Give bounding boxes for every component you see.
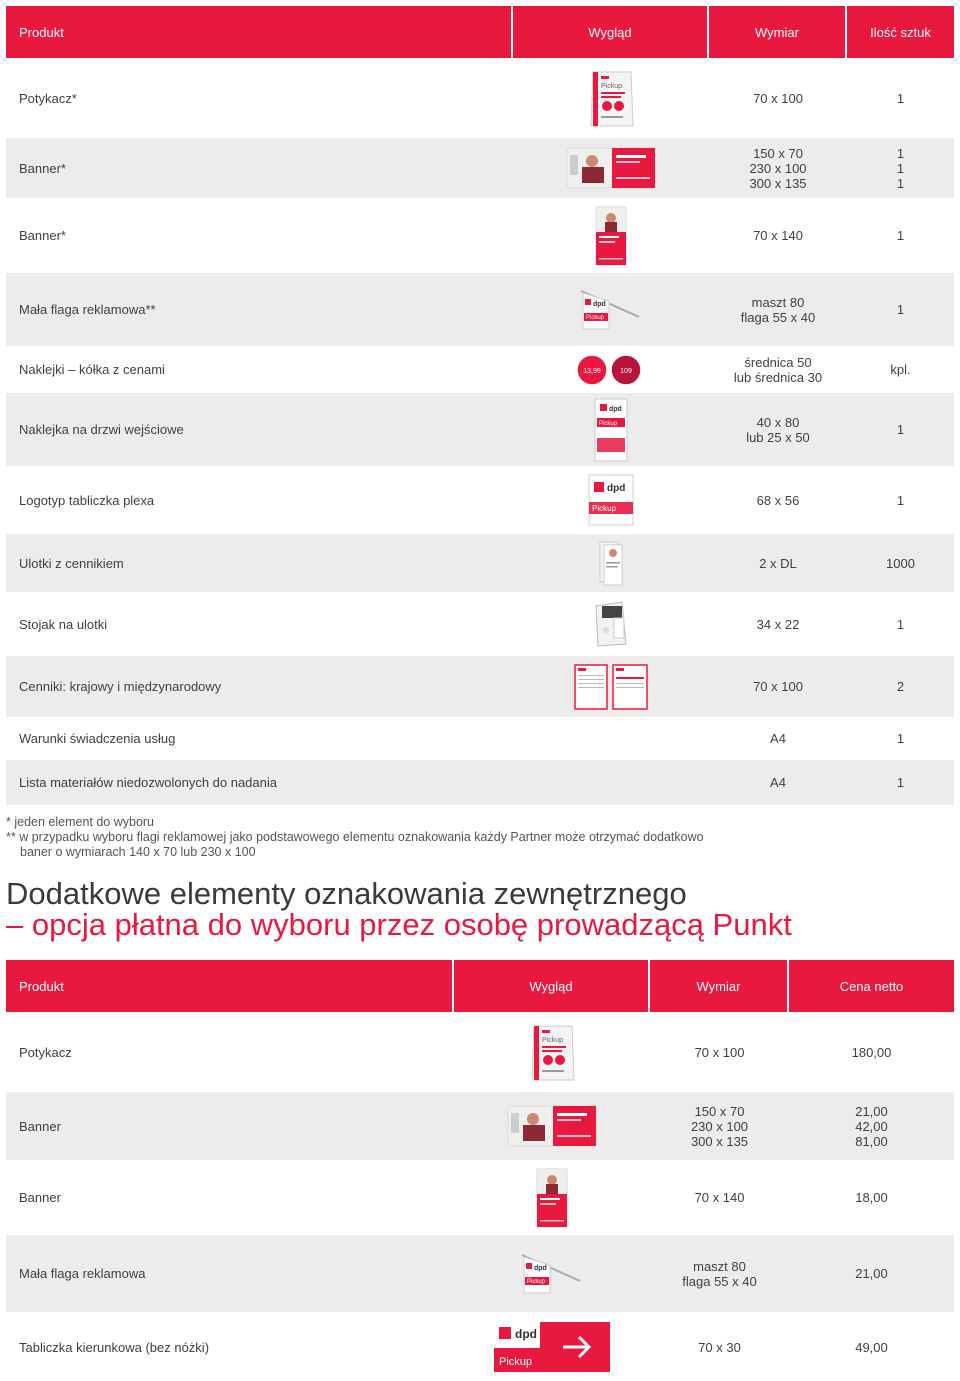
product-name: Banner* (19, 160, 66, 176)
quantity (847, 228, 954, 243)
net-price (789, 1104, 954, 1149)
dimension-line: średnica 50 (744, 354, 812, 370)
heading-line-2: – opcja płatna do wyboru przez osobę prowadzącą Punkt (6, 907, 792, 942)
materials-table (6, 6, 954, 805)
product-name: Ulotki z cennikiem (19, 555, 124, 571)
footnote-2: ** w przypadku wyboru flagi reklamowej jako podstawowego elementu oznakowania każdy Partner może otrzymać dodatkowo (6, 830, 704, 844)
product-name: Tabliczka kierunkowa (bez nóżki) (19, 1339, 210, 1355)
product-thumbnail (454, 1321, 650, 1373)
quantity-line: 1 (896, 175, 905, 191)
table-row (6, 1160, 954, 1235)
product-name: Banner* (19, 228, 66, 243)
dimension (709, 91, 847, 106)
dimension (709, 146, 847, 191)
product-thumbnail (513, 206, 709, 266)
product-name: Mała flaga reklamowa (19, 1266, 146, 1281)
product-thumbnail (513, 600, 709, 648)
footnote-1: * jeden element do wyboru (6, 815, 155, 829)
quantity (847, 617, 954, 632)
product-name: Naklejki – kółka z cenami (19, 362, 165, 377)
header-dimension: Wymiar (650, 960, 789, 1012)
dimension-line: 68 x 56 (756, 492, 800, 508)
paid-materials-table (6, 960, 954, 1381)
product-name: Stojak na ulotki (19, 616, 108, 632)
net-price (789, 1266, 954, 1281)
product-thumbnail (454, 1251, 650, 1297)
dimension-line: 70 x 140 (694, 1190, 745, 1205)
product-thumbnail (454, 1168, 650, 1228)
dimension (650, 1340, 789, 1355)
footnote-2-cont: baner o wymiarach 140 x 70 lub 230 x 100 (20, 845, 256, 859)
product-name: Potykacz (19, 1044, 72, 1060)
table-row (6, 1092, 954, 1160)
svg-text:dpd: dpd (515, 1327, 537, 1341)
table-row (6, 656, 954, 717)
dimension-line: 150 x 70 (753, 145, 803, 161)
product-name: Lista materiałów niedozwolonych do nadania (19, 775, 277, 790)
product-thumbnail (454, 1022, 650, 1082)
quantity (847, 731, 954, 746)
dimension-line: 150 x 70 (694, 1103, 745, 1119)
quantity (847, 422, 954, 437)
quantity-line: 1000 (886, 555, 915, 571)
quantity-line: 1 (896, 302, 905, 317)
header-price: Cena netto (839, 978, 904, 994)
product-name: Banner (19, 1190, 61, 1205)
dimension-line: lub 25 x 50 (746, 429, 810, 445)
dimension-line: flaga 55 x 40 (682, 1273, 757, 1289)
quantity (847, 91, 954, 106)
svg-text:Pickup: Pickup (599, 420, 618, 427)
table-row (6, 58, 954, 138)
svg-text:dpd: dpd (534, 1264, 547, 1272)
product-name: Mała flaga reklamowa** (19, 302, 156, 317)
dimension-line: 70 x 100 (753, 679, 803, 694)
dimension (709, 295, 847, 325)
net-price (789, 1340, 954, 1355)
dimension-line: 70 x 100 (694, 1044, 745, 1060)
dimension (650, 1104, 789, 1149)
price-line: 21,00 (855, 1103, 888, 1119)
dimension-line: 230 x 100 (749, 160, 807, 176)
net-price (789, 1190, 954, 1205)
svg-text:Pickup: Pickup (527, 1278, 546, 1285)
quantity (847, 679, 954, 694)
dimension-line: flaga 55 x 40 (740, 309, 816, 325)
price-line: 81,00 (855, 1133, 888, 1149)
quantity-line: 2 (896, 679, 905, 694)
product-thumbnail (513, 398, 709, 462)
heading-line-1: Dodatkowe elementy oznakowania zewnętrznego (6, 876, 687, 911)
svg-text:Pickup: Pickup (586, 314, 605, 321)
table-row (6, 273, 954, 346)
dimension-line: lub średnica 30 (733, 369, 823, 385)
quantity-line: kpl. (890, 362, 911, 377)
header-dimension: Wymiar (709, 6, 847, 58)
price-line: 180,00 (851, 1044, 892, 1060)
table-row (6, 534, 954, 592)
quantity-line: 1 (896, 90, 905, 106)
product-name: Banner (19, 1118, 61, 1134)
quantity-line: 1 (896, 492, 905, 508)
dimension-line: A4 (770, 775, 786, 790)
product-name: Naklejka na drzwi wejściowe (19, 422, 184, 437)
svg-text:dpd: dpd (609, 405, 622, 413)
dimension-line: 34 x 22 (756, 616, 800, 632)
table-row (6, 198, 954, 273)
quantity (847, 556, 954, 571)
product-thumbnail (513, 68, 709, 128)
quantity (847, 146, 954, 191)
price-line: 18,00 (855, 1190, 888, 1205)
product-thumbnail (513, 353, 709, 387)
product-thumbnail (513, 540, 709, 586)
product-thumbnail (513, 663, 709, 711)
product-name: Warunki świadczenia usług (19, 731, 176, 746)
dimension-line: A4 (770, 731, 786, 746)
table-row (6, 466, 954, 534)
quantity (847, 302, 954, 317)
price-line: 42,00 (855, 1118, 888, 1134)
table-body (6, 58, 954, 805)
header-look: Wygląd (454, 960, 650, 1012)
table-row (6, 346, 954, 393)
dimension (709, 355, 847, 385)
dimension (709, 415, 847, 445)
dimension (650, 1190, 789, 1205)
table-row (6, 1312, 954, 1381)
dimension (709, 556, 847, 571)
svg-text:dpd: dpd (593, 300, 606, 308)
table-row (6, 138, 954, 198)
table-header (6, 960, 954, 1012)
header-product: Produkt (6, 960, 454, 1012)
table-row (6, 1235, 954, 1312)
quantity-line: 1 (896, 145, 905, 161)
table-row (6, 717, 954, 760)
svg-text:Pickup: Pickup (499, 1356, 533, 1368)
svg-text:109: 109 (620, 367, 632, 375)
dimension-line: maszt 80 (693, 1258, 746, 1274)
footnotes (6, 815, 704, 860)
quantity-line: 1 (896, 731, 905, 746)
quantity (847, 362, 954, 377)
quantity (847, 493, 954, 508)
quantity-line: 1 (896, 422, 905, 437)
table-row (6, 1012, 954, 1092)
dimension (709, 493, 847, 508)
product-name: Logotyp tabliczka plexa (19, 492, 155, 508)
dimension (650, 1259, 789, 1289)
dimension (709, 731, 847, 746)
dimension-line: 40 x 80 (756, 414, 800, 430)
svg-text:Pickup: Pickup (542, 1037, 564, 1044)
dimension (709, 617, 847, 632)
dimension-line: maszt 80 (751, 294, 805, 310)
table-header (6, 6, 954, 58)
svg-text:Pickup: Pickup (601, 83, 623, 90)
svg-text:Pickup: Pickup (592, 504, 617, 513)
product-thumbnail (454, 1105, 650, 1147)
product-thumbnail (513, 147, 709, 189)
dimension-line: 70 x 100 (753, 90, 803, 106)
quantity-line: 1 (896, 775, 905, 790)
dimension-line: 70 x 140 (753, 228, 803, 243)
dimension (709, 228, 847, 243)
table-row (6, 393, 954, 466)
product-name: Potykacz* (19, 90, 77, 106)
header-quantity: Ilość sztuk (870, 24, 931, 40)
table-body (6, 1012, 954, 1381)
dimension-line: 300 x 135 (690, 1133, 749, 1149)
header-product: Produkt (6, 6, 513, 58)
quantity-line: 1 (896, 616, 905, 632)
price-line: 21,00 (855, 1266, 888, 1281)
dimension-line: 230 x 100 (690, 1118, 749, 1134)
dimension-line: 300 x 135 (749, 175, 807, 191)
section-heading (6, 878, 792, 940)
svg-text:13,99: 13,99 (583, 367, 601, 375)
net-price (789, 1045, 954, 1060)
dimension (709, 775, 847, 790)
quantity (847, 775, 954, 790)
dimension-line: 70 x 30 (698, 1339, 741, 1355)
dimension (650, 1045, 789, 1060)
quantity-line: 1 (896, 160, 905, 176)
product-thumbnail (513, 287, 709, 333)
dimension (709, 679, 847, 694)
dimension-line: 2 x DL (759, 555, 797, 571)
svg-text:dpd: dpd (607, 483, 626, 494)
product-thumbnail (513, 474, 709, 526)
product-name: Cenniki: krajowy i międzynarodowy (19, 679, 222, 694)
table-row (6, 760, 954, 805)
header-look: Wygląd (513, 6, 709, 58)
price-line: 49,00 (855, 1339, 888, 1355)
table-row (6, 592, 954, 656)
quantity-line: 1 (896, 228, 905, 243)
